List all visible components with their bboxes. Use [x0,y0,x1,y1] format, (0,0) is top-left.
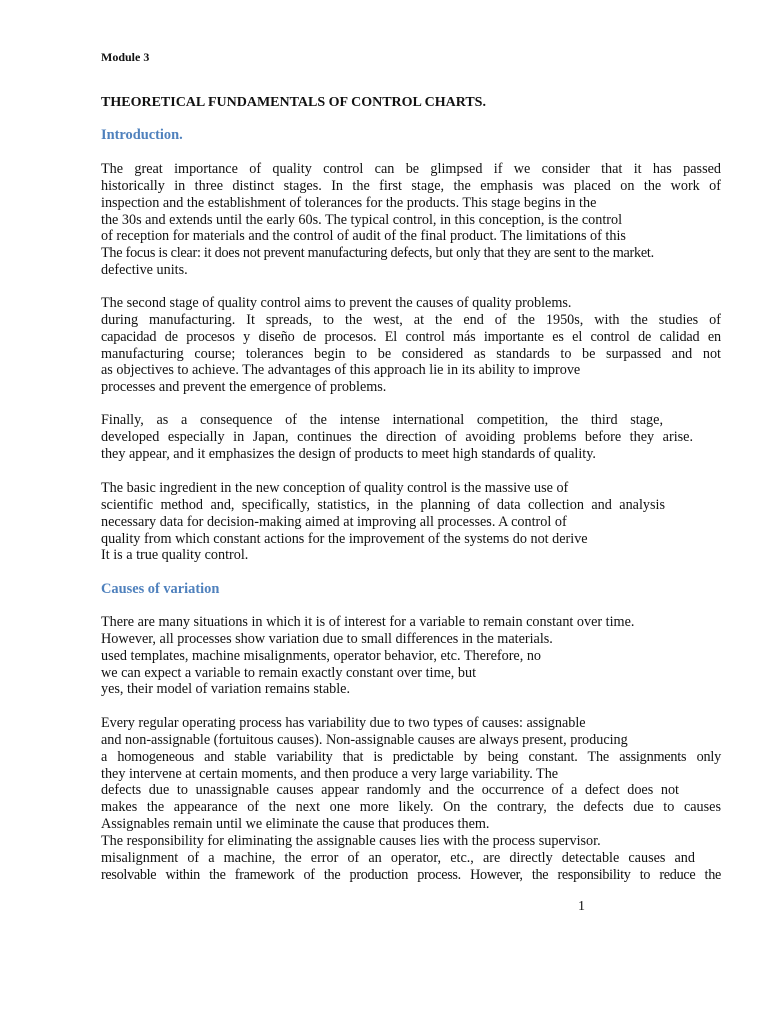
text-line: quality from which constant actions for the improvement of the systems do not derive [101,530,588,547]
text-line: resolvable within the framework of the production process. However, the responsibility to reduce the [101,866,721,883]
text-line: processes and prevent the emergence of problems. [101,379,387,396]
text-line: necessary data for decision-making aimed at improving all processes. A control of [101,513,567,530]
text-line: historically in three distinct stages. In the first stage, the emphasis was placed on the work of [101,177,721,194]
text-line: The basic ingredient in the new conception of quality control is the massive use of [101,480,569,496]
paragraph-6 [101,715,721,883]
text-line: makes the appearance of the next one more likely. On the contrary, the defects due to causes [101,799,721,816]
text-line: The great importance of quality control can be glimpsed if we consider that it has passed [101,161,721,177]
text-line: manufacturing course; tolerances begin to be considered as standards to be surpassed and not [101,345,721,362]
text-line: capacidad de procesos y diseño de procesos. El control más importante es el control de calidad en [101,328,721,345]
text-line: There are many situations in which it is of interest for a variable to remain constant over time. [101,614,635,630]
paragraph-2 [101,295,721,396]
page-number: 1 [578,899,585,914]
text-line: defective units. [101,262,188,279]
text-line: they appear, and it emphasizes the design of products to meet high standards of quality. [101,445,596,462]
text-line: yes, their model of variation remains stable. [101,681,350,698]
paragraph-4 [101,480,721,564]
text-line: and non-assignable (fortuitous causes). Non-assignable causes are always present, producing [101,731,628,748]
text-line: Assignables remain until we eliminate the cause that produces them. [101,816,490,833]
module-label: Module 3 [101,50,150,64]
text-line: used templates, machine misalignments, operator behavior, etc. Therefore, no [101,647,542,664]
text-line: they intervene at certain moments, and then produce a very large variability. The [101,765,559,782]
text-line: misalignment of a machine, the error of an operator, etc., are directly detectable causes and [101,849,695,866]
text-line: of reception for materials and the control of audit of the final product. The limitations of this [101,228,626,245]
text-line: However, all processes show variation due to small differences in the materials. [101,630,553,647]
paragraph-5 [101,614,721,698]
paragraph-1 [101,161,721,279]
text-line: a homogeneous and stable variability that is predictable by being constant. The assignments only [101,748,721,765]
text-line: during manufacturing. It spreads, to the west, at the end of the 1950s, with the studies of [101,311,721,328]
text-line: It is a true quality control. [101,547,249,564]
text-line: defects due to unassignable causes appear randomly and the occurrence of a defect does not [101,782,679,799]
text-line: The responsibility for eliminating the assignable causes lies with the process supervisor. [101,832,601,849]
paragraph-3 [101,412,721,463]
text-line: scientific method and, specifically, statistics, in the planning of data collection and analysis [101,496,665,513]
text-line: Finally, as a consequence of the intense international competition, the third stage, [101,412,663,428]
document-title: THEORETICAL FUNDAMENTALS OF CONTROL CHARTS. [101,95,486,110]
section-heading-introduction: Introduction. [101,127,183,143]
text-line: we can expect a variable to remain exactly constant over time, but [101,664,477,681]
text-line: as objectives to achieve. The advantages of this approach lie in its ability to improve [101,362,581,379]
text-line: Every regular operating process has variability due to two types of causes: assignable [101,715,586,731]
text-line: The focus is clear: it does not prevent manufacturing defects, but only that they are sent to the market. [101,245,654,262]
text-line: the 30s and extends until the early 60s. The typical control, in this conception, is the control [101,211,623,228]
text-line: The second stage of quality control aims to prevent the causes of quality problems. [101,295,572,311]
section-heading-causes-of-variation: Causes of variation [101,581,220,597]
text-line: developed especially in Japan, continues the direction of avoiding problems before they arise. [101,428,693,445]
text-line: inspection and the establishment of tolerances for the products. This stage begins in the [101,194,597,211]
